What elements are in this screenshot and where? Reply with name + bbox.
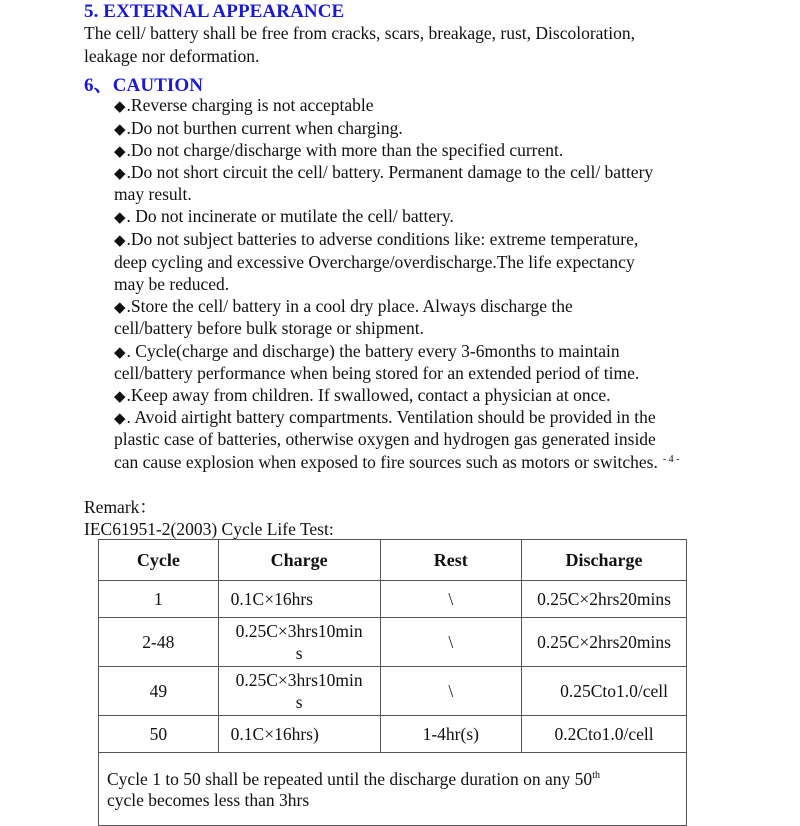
cell-cycle: 49 (99, 667, 219, 716)
diamond-bullet-icon: ◆ (114, 411, 126, 427)
cell-discharge: 0.2Cto1.0/cell (522, 716, 687, 753)
section-5-heading: 5. EXTERNAL APPEARANCE (84, 1, 345, 22)
caution-item: ◆.Do not subject batteries to adverse conditions like: extreme temperature, (114, 228, 638, 253)
diamond-bullet-icon: ◆ (114, 389, 126, 405)
cell-cycle: 1 (99, 581, 219, 618)
cell-cycle: 2-48 (99, 618, 219, 667)
table-note-row (99, 753, 687, 826)
table-header-row (99, 540, 687, 581)
header-rest: Rest (380, 540, 522, 581)
caution-item: ◆.Do not charge/discharge with more than the specified current. (114, 139, 563, 164)
caution-item-continuation: deep cycling and excessive Overcharge/overdischarge.The life expectancy (114, 252, 635, 272)
diamond-bullet-icon: ◆ (114, 233, 126, 249)
caution-item: ◆.Do not burthen current when charging. (114, 117, 403, 142)
remark-label: Remark： (84, 497, 157, 517)
caution-item-continuation: cell/battery performance when being stored for an extended period of time. (114, 363, 640, 383)
diamond-bullet-icon: ◆ (114, 300, 126, 316)
caution-item: ◆.Keep away from children. If swallowed, contact a physician at once. (114, 384, 611, 409)
page-number: - 4 - (662, 454, 680, 465)
header-discharge: Discharge (522, 540, 687, 581)
cell-rest: \ (380, 581, 522, 618)
diamond-bullet-icon: ◆ (114, 210, 126, 226)
caution-item: ◆.Store the cell/ battery in a cool dry place. Always discharge the (114, 295, 573, 320)
cell-charge: 0.1C×16hrs) (218, 716, 380, 753)
cell-charge: 0.25C×3hrs10min s (218, 667, 380, 716)
cell-cycle: 50 (99, 716, 219, 753)
caution-item-continuation: plastic case of batteries, otherwise oxygen and hydrogen gas generated inside (114, 429, 656, 449)
diamond-bullet-icon: ◆ (114, 122, 126, 138)
caution-item: ◆.Do not short circuit the cell/ battery. Permanent damage to the cell/ battery (114, 161, 653, 186)
cycle-life-table (98, 539, 687, 826)
caution-item: ◆. Do not incinerate or mutilate the cell/ battery. (114, 205, 454, 230)
cell-rest: 1-4hr(s) (380, 716, 522, 753)
cell-discharge: 0.25C×2hrs20mins (522, 618, 687, 667)
diamond-bullet-icon: ◆ (114, 99, 126, 115)
table-row (99, 716, 687, 753)
cell-charge: 0.25C×3hrs10min s (218, 618, 380, 667)
diamond-bullet-icon: ◆ (114, 144, 126, 160)
cell-charge: 0.1C×16hrs (218, 581, 380, 618)
caution-item-continuation: may result. (114, 184, 192, 204)
caution-item: ◆. Cycle(charge and discharge) the battery every 3-6months to maintain (114, 340, 620, 365)
cycle-repeat-note: Cycle 1 to 50 shall be repeated until the discharge duration on any 50th cycle becomes less than 3hrs (99, 753, 687, 826)
cell-rest: \ (380, 618, 522, 667)
cycle-life-test-title: IEC61951-2(2003) Cycle Life Test: (84, 519, 334, 539)
table-row (99, 667, 687, 716)
caution-item: ◆. Avoid airtight battery compartments. Ventilation should be provided in the (114, 406, 656, 431)
cell-rest: \ (380, 667, 522, 716)
caution-item: ◆.Reverse charging is not acceptable (114, 94, 374, 119)
caution-item-continuation: cell/battery before bulk storage or shipment. (114, 318, 425, 338)
table-row (99, 618, 687, 667)
section-5-body-line-1: The cell/ battery shall be free from cracks, scars, breakage, rust, Discoloration, (84, 23, 636, 43)
cell-discharge: 0.25C×2hrs20mins (522, 581, 687, 618)
section-6-heading: 6、CAUTION (84, 75, 204, 96)
caution-item-continuation: may be reduced. (114, 274, 230, 294)
diamond-bullet-icon: ◆ (114, 166, 126, 182)
cell-discharge: 0.25Cto1.0/cell (522, 667, 687, 716)
table-row (99, 581, 687, 618)
section-5-body-line-2: leakage nor deformation. (84, 46, 260, 66)
diamond-bullet-icon: ◆ (114, 345, 126, 361)
header-charge: Charge (218, 540, 380, 581)
header-cycle: Cycle (99, 540, 219, 581)
caution-item-continuation: can cause explosion when exposed to fire sources such as motors or switches. $^{- 4 -}$ (114, 452, 680, 472)
